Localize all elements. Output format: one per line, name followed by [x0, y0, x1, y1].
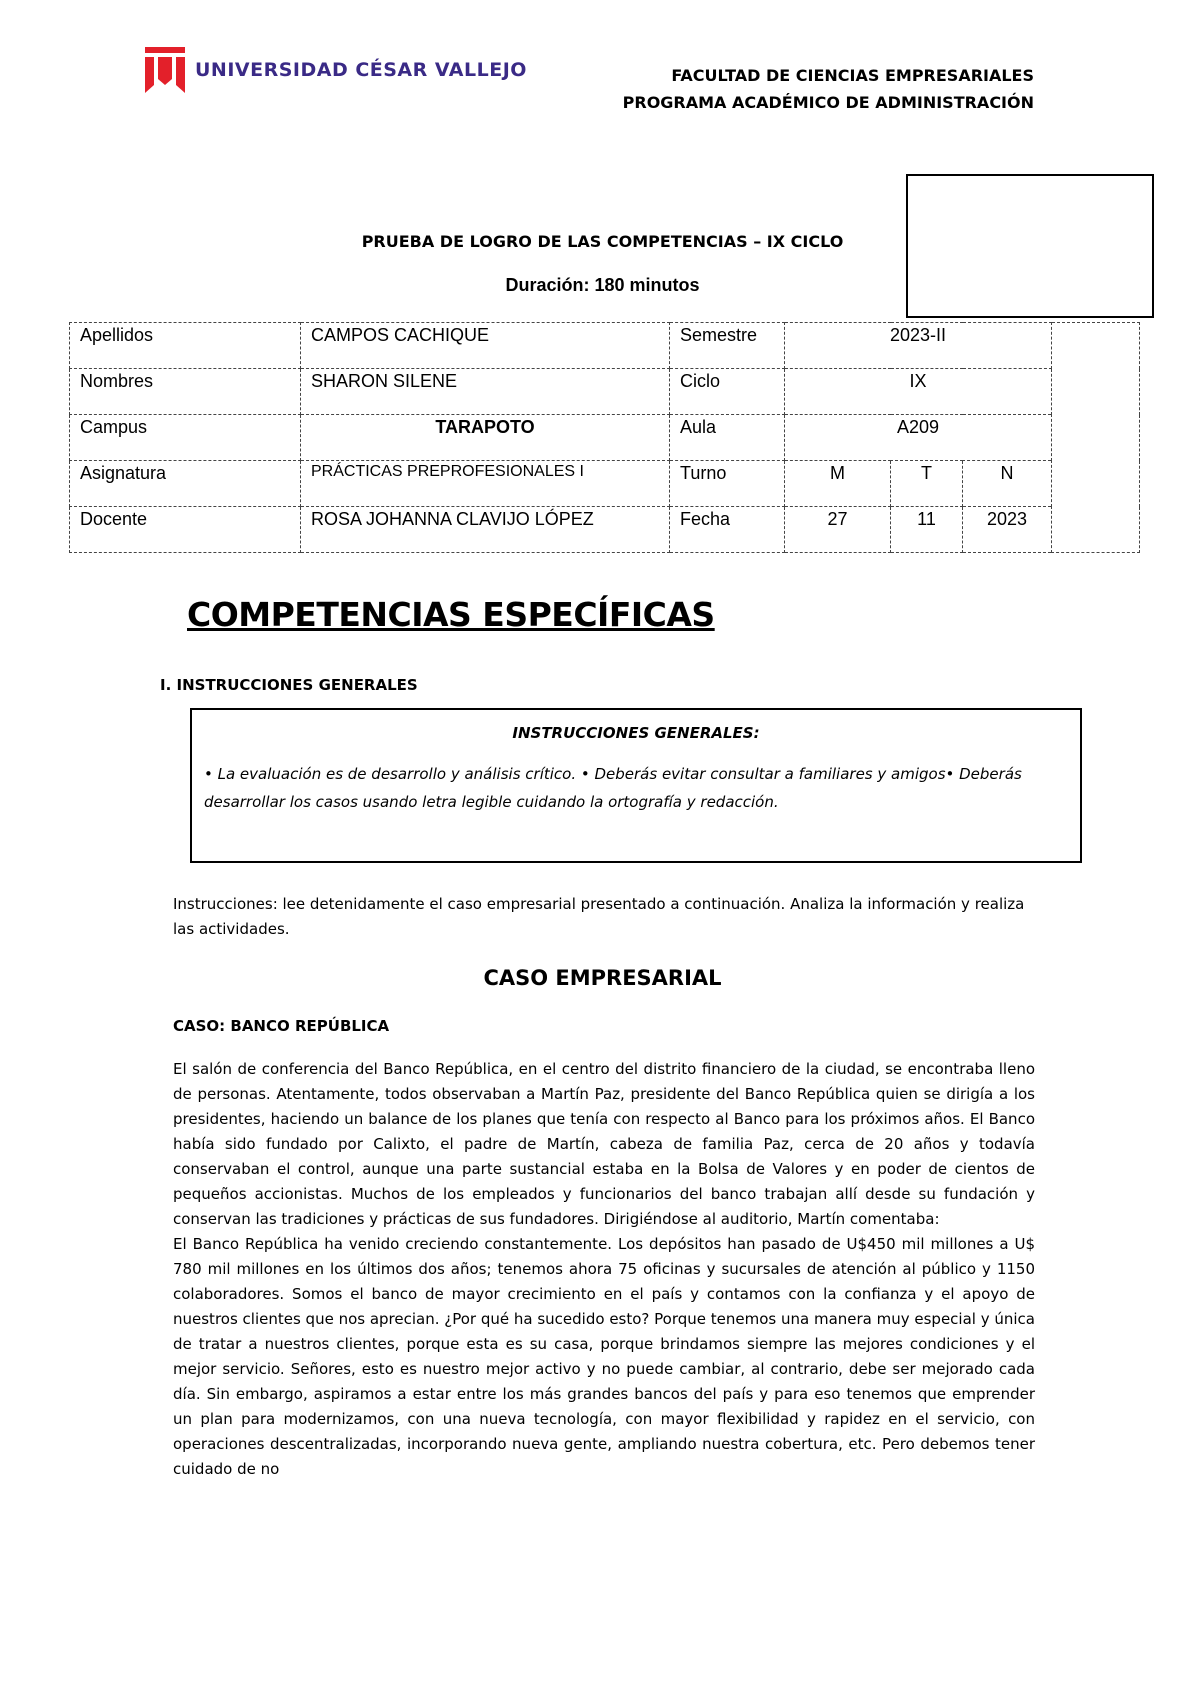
docente-label: Docente: [70, 507, 301, 553]
fecha-anio: 2023: [963, 507, 1052, 553]
campus-value: TARAPOTO: [301, 415, 670, 461]
student-info-table: [69, 322, 1140, 553]
university-shield-icon: [143, 45, 187, 95]
asignatura-value: PRÁCTICAS PREPROFESIONALES I: [301, 461, 670, 507]
apellidos-label: Apellidos: [70, 323, 301, 369]
nombres-label: Nombres: [70, 369, 301, 415]
instructions-box: [190, 708, 1082, 863]
exam-duration: Duración: 180 minutos: [505, 275, 700, 295]
case-paragraph-2: El Banco República ha venido creciendo constantemente. Los depósitos han pasado de U$450 mil millones a U$ 780 mil millones en los últimos dos años; tenemos ahora 75 oficinas y sucursales de atención al público y 1150 colaboradores. Somos el banco de mayor crecimiento en el país y contamos con la confianza y el apoyo de nuestros clientes que nos aprecian. ¿Por qué ha sucedido esto? Porque tenemos una manera muy especial y única de tratar a nuestros clientes, porque esta es su casa, porque brindamos siempre las mejores condiciones y el mejor servicio. Señores, esto es nuestro mejor activo y no puede cambiar, al contrario, debe ser mejorado cada día. Sin embargo, aspiramos a estar entre los más grandes bancos del país y para eso tenemos que emprender un plan para modernizamos, con una nueva tecnología, con mayor flexibilidad y rapidez en el servicio, con operaciones descentralizadas, incorporando nueva gente, ampliando nuestra cobertura, etc. Pero debemos tener cuidado de no: [173, 1235, 1035, 1478]
semestre-value: 2023-II: [785, 323, 1052, 369]
instructions-text: Instrucciones: lee detenidamente el caso empresarial presentado a continuación. Analiza la información y realiza las actividades.: [173, 895, 1025, 938]
university-logo: [143, 44, 527, 96]
fecha-dia: 27: [785, 507, 891, 553]
campus-label: Campus: [70, 415, 301, 461]
ciclo-value: IX: [785, 369, 1052, 415]
turno-m: M: [785, 461, 891, 507]
table-row: [70, 369, 1140, 415]
case-paragraph-1: El salón de conferencia del Banco República, en el centro del distrito financiero de la ciudad, se encontraba lleno de personas. Atentamente, todos observaban a Martín Paz, presidente del Banco República quien se dirigía a los presidentes, haciendo un balance de los planes que tenía con respecto al Banco para los próximos años. El Banco había sido fundado por Calixto, el padre de Martín, cabeza de familia Paz, cerca de 20 años y todavía conservaban el control, aunque una parte sustancial estaba en la Bolsa de Valores y en poder de cientos de pequeños accionistas. Muchos de los empleados y funcionarios del banco trabajan allí desde su fundación y conservan las tradiciones y prácticas de sus fundadores. Dirigiéndose al auditorio, Martín comentaba:: [173, 1060, 1035, 1228]
case-heading: CASO EMPRESARIAL: [483, 966, 722, 990]
instructions-box-text: • La evaluación es de desarrollo y análisis crítico. • Deberás evitar consultar a familiares y amigos• Deberás desarrollar los casos usando letra legible cuidando la ortografía y redacción.: [204, 765, 1022, 811]
nombres-value: SHARON SILENE: [301, 369, 670, 415]
table-row: [70, 323, 1140, 369]
turno-t: T: [891, 461, 963, 507]
case-body: [173, 1057, 1035, 1482]
turno-label: Turno: [670, 461, 785, 507]
semestre-label: Semestre: [670, 323, 785, 369]
turno-n: N: [963, 461, 1052, 507]
fecha-label: Fecha: [670, 507, 785, 553]
instructions-box-title: INSTRUCCIONES GENERALES:: [512, 724, 760, 742]
university-name: UNIVERSIDAD CÉSAR VALLEJO: [195, 59, 527, 81]
table-row: [70, 507, 1140, 553]
asignatura-label: Asignatura: [70, 461, 301, 507]
empty-column: [1052, 323, 1140, 553]
aula-label: Aula: [670, 415, 785, 461]
faculty-header: [623, 62, 1034, 116]
docente-value: ROSA JOHANNA CLAVIJO LÓPEZ: [301, 507, 670, 553]
program-name: PROGRAMA ACADÉMICO DE ADMINISTRACIÓN: [622, 93, 1034, 112]
competencias-title: COMPETENCIAS ESPECÍFICAS: [187, 595, 715, 634]
apellidos-value: CAMPOS CACHIQUE: [301, 323, 670, 369]
faculty-name: FACULTAD DE CIENCIAS EMPRESARIALES: [671, 66, 1034, 85]
fecha-mes: 11: [891, 507, 963, 553]
table-row: [70, 415, 1140, 461]
ciclo-label: Ciclo: [670, 369, 785, 415]
exam-title: PRUEBA DE LOGRO DE LAS COMPETENCIAS – IX CICLO: [361, 232, 844, 251]
section-heading: I. INSTRUCCIONES GENERALES: [160, 676, 418, 694]
case-name: CASO: BANCO REPÚBLICA: [173, 1017, 390, 1035]
table-row: [70, 461, 1140, 507]
aula-value: A209: [785, 415, 1052, 461]
